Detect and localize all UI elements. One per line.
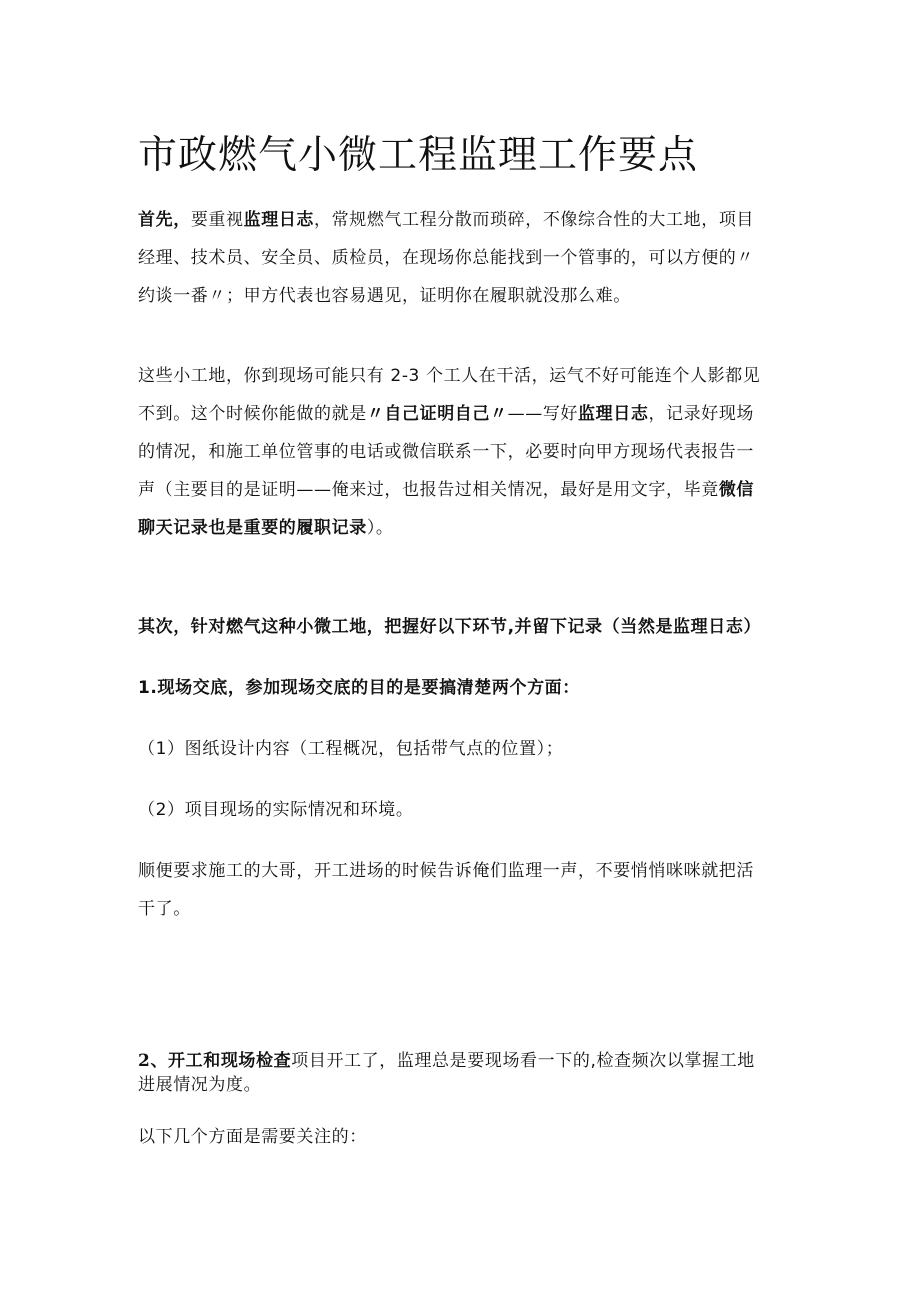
- intro-lead: 首先，: [138, 210, 191, 230]
- document-title: 市政燃气小微工程监理工作要点: [138, 133, 699, 178]
- item-2-line-1: [138, 1049, 798, 1073]
- small-site-text-5: ）。: [366, 518, 394, 538]
- small-site-line-3: 的情况，和施工单位管事的电话或微信联系一下，必要时向甲方现场代表报告一: [138, 442, 754, 462]
- intro-text-2: ，常规燃气工程分散而琐碎，不像综合性的大工地，项目: [314, 210, 755, 230]
- emphasis-prove-yourself: 〃自己证明自己〃: [366, 404, 508, 424]
- small-site-line-4: [138, 471, 798, 509]
- emphasis-wechat: 微信: [718, 480, 755, 500]
- item-1-sub-1: （1）图纸设计内容（工程概况，包括带气点的位置）；: [138, 739, 564, 759]
- small-site-line-1: 这些小工地，你到现场可能只有 2-3 个工人在干活，运气不好可能连个人影都见: [138, 366, 761, 386]
- item-2-heading: 、开工和现场检查: [150, 1051, 292, 1071]
- small-site-text-1: 不到。这个时候你能做的就是: [138, 404, 367, 424]
- item-1-sub-2: （2）项目现场的实际情况和环境。: [138, 800, 414, 820]
- emphasis-supervision-log-2: 监理日志: [578, 404, 649, 424]
- reminder-line-2: 干了。: [138, 899, 191, 919]
- item-2-number: 2: [138, 1051, 151, 1071]
- small-site-text-4: 声（主要目的是证明——俺来过，也报告过相关情况，最好是用文字，毕竟: [138, 480, 719, 500]
- item-1-heading: 1.现场交底，参加现场交底的目的是要搞清楚两个方面：: [138, 678, 580, 698]
- intro-paragraph: [138, 201, 798, 315]
- second-point-heading: 其次，针对燃气这种小微工地，把握好以下环节,并留下记录（当然是监理日志）: [138, 617, 762, 637]
- intro-line-2: 经理、技术员、安全员、质检员，在现场你总能找到一个管事的，可以方便的〃: [138, 248, 754, 268]
- emphasis-chat-record: 聊天记录也是重要的履职记录: [138, 518, 367, 538]
- reminder-paragraph: [138, 852, 798, 928]
- item-2-paragraph: [138, 1049, 798, 1097]
- small-site-text-3: ，记录好现场: [648, 404, 755, 424]
- intro-line-1: [138, 201, 798, 239]
- small-site-line-2: [138, 395, 798, 433]
- reminder-line-1: 顺便要求施工的大哥，开工进场的时候告诉俺们监理一声，不要悄悄咪咪就把活: [138, 861, 754, 881]
- item-2-text-1: 项目开工了，监理总是要现场看一下的,检查频次以掌握工地: [291, 1051, 755, 1071]
- focus-intro: 以下几个方面是需要关注的：: [138, 1127, 367, 1147]
- small-site-line-5: [138, 509, 798, 547]
- small-site-text-2: ——写好: [507, 404, 579, 424]
- item-2-line-2: 进展情况为度。: [138, 1075, 262, 1095]
- intro-text-1: 要重视: [190, 210, 244, 230]
- emphasis-supervision-log: 监理日志: [243, 210, 315, 230]
- intro-line-3: 约谈一番〃；甲方代表也容易遇见，证明你在履职就没那么难。: [138, 286, 631, 306]
- small-site-paragraph: [138, 357, 798, 547]
